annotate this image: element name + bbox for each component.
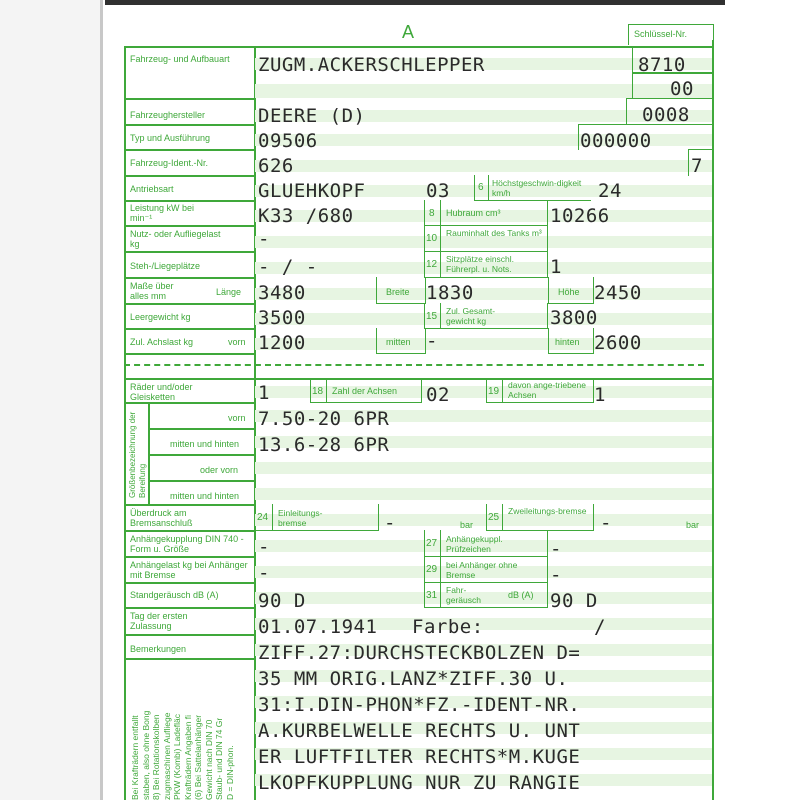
value-axle-count: 02 bbox=[426, 384, 450, 406]
row-rule bbox=[148, 480, 255, 482]
value-power: K33 /680 bbox=[258, 205, 354, 227]
value-brake-single: - bbox=[384, 512, 396, 534]
footnote-line: (6) Bei Sattelanhänger bbox=[193, 714, 203, 800]
row-rule bbox=[124, 98, 255, 100]
footnote-line: 8) Bei Rotationskolben bbox=[151, 714, 161, 800]
box-6-label: Höchstgeschwin-digkeit km/h bbox=[492, 178, 582, 198]
value-height: 2450 bbox=[594, 282, 642, 304]
value-brake-dual: - bbox=[600, 512, 612, 534]
label-tire-or-front: oder vorn bbox=[200, 465, 239, 475]
dashed-separator bbox=[124, 364, 704, 366]
value-drive-code: 03 bbox=[426, 180, 450, 202]
value-color-label: Farbe: bbox=[412, 616, 484, 638]
value-color: / bbox=[594, 616, 606, 638]
row-rule bbox=[148, 454, 255, 456]
value-remarks-line-5: ER LUFTFILTER RECHTS*M.KUGE bbox=[258, 746, 581, 768]
form-border-left bbox=[100, 0, 103, 800]
box-8-label: Hubraum cm³ bbox=[446, 208, 501, 218]
band-5 bbox=[255, 160, 712, 172]
label-trailer-load: Anhängelast kg bei Anhänger mit Bremse bbox=[130, 560, 248, 580]
value-coupling-test: - bbox=[550, 538, 562, 560]
row-rule bbox=[124, 582, 255, 584]
value-manufacturer: DEERE (D) bbox=[258, 105, 366, 127]
row-rule bbox=[124, 328, 255, 330]
label-tire-front: vorn bbox=[228, 413, 246, 423]
box-19-label: davon ange-triebene Achsen bbox=[508, 380, 586, 400]
value-top-speed: 24 bbox=[598, 180, 622, 202]
bar-unit-1: bar bbox=[460, 520, 474, 530]
row-rule bbox=[124, 556, 255, 558]
row-rule bbox=[124, 530, 255, 532]
value-length: 3480 bbox=[258, 282, 306, 304]
box-19-number: 19 bbox=[488, 386, 500, 397]
label-height: Höhe bbox=[558, 287, 580, 297]
value-width: 1830 bbox=[426, 282, 474, 304]
row-rule bbox=[124, 251, 255, 253]
label-tire-group: Größenbezeichnung der Bereifung bbox=[128, 411, 147, 498]
key-number-label: Schlüssel-Nr. bbox=[634, 29, 688, 39]
box-18-number: 18 bbox=[312, 386, 324, 397]
value-coupling: - bbox=[258, 536, 270, 558]
label-power: Leistung kW bei min⁻¹ bbox=[130, 203, 195, 223]
footnote-line: zugmaschinen Aufliege bbox=[161, 712, 172, 800]
footnotes bbox=[130, 650, 235, 800]
box-29-label: bei Anhänger ohne Bremse bbox=[446, 560, 518, 580]
box-15-number: 15 bbox=[426, 311, 438, 322]
label-length: Länge bbox=[216, 287, 242, 297]
value-wheels: 1 bbox=[258, 382, 270, 404]
box-31-unit: dB (A) bbox=[508, 590, 534, 600]
form-border-inner-left bbox=[124, 46, 126, 800]
label-axle-load: Zul. Achslast kg bbox=[130, 337, 194, 347]
label-noise: Standgeräusch dB (A) bbox=[130, 590, 219, 600]
band-17 bbox=[255, 488, 712, 500]
value-key-type: 000000 bbox=[580, 130, 652, 152]
box-width bbox=[376, 277, 426, 304]
row-rule bbox=[124, 353, 255, 355]
label-empty-weight: Leergewicht kg bbox=[130, 312, 191, 322]
value-seats-driver: 1 bbox=[550, 256, 562, 278]
row-rule bbox=[124, 607, 255, 609]
row-rule bbox=[124, 149, 255, 151]
box-18-label: Zahl der Achsen bbox=[332, 386, 398, 396]
footnote-line: Staub- und DIN 74 Gr bbox=[214, 717, 224, 800]
value-type: 09506 bbox=[258, 130, 318, 152]
box-27-label: Anhängekuppl. Prüfzeichen bbox=[446, 534, 503, 554]
label-width: Breite bbox=[386, 287, 410, 297]
value-gross-weight: 3800 bbox=[550, 307, 598, 329]
value-key-body: 00 bbox=[670, 78, 694, 100]
label-first-registration: Tag der ersten Zulassung bbox=[130, 611, 188, 631]
value-trailer-without: - bbox=[550, 564, 562, 586]
value-trailer-load: - bbox=[258, 562, 270, 584]
box-29-number: 29 bbox=[426, 564, 438, 575]
value-tire-front: 7.50-20 6PR bbox=[258, 408, 390, 430]
value-noise: 90 D bbox=[258, 590, 306, 612]
value-vin: 626 bbox=[258, 155, 294, 177]
label-wheels: Räder und/oder Gleisketten bbox=[130, 382, 193, 402]
value-driving-noise: 90 D bbox=[550, 590, 598, 612]
row-rule bbox=[124, 303, 255, 305]
box-rear bbox=[548, 328, 594, 354]
value-key-vehicle-type: 8710 bbox=[638, 54, 686, 76]
bar-unit-2: bar bbox=[686, 520, 700, 530]
value-tire-rear: 13.6-28 6PR bbox=[258, 434, 390, 456]
value-remarks-line-3: 31:I.DIN-PHON*FZ.-IDENT-NR. bbox=[258, 694, 581, 716]
label-manufacturer: Fahrzeughersteller bbox=[130, 110, 206, 120]
footnote-line: Krafträdern Angaben fi bbox=[182, 714, 193, 800]
box-height bbox=[548, 277, 594, 304]
value-payload: - bbox=[258, 228, 270, 250]
box-24-label: Einleitungs-bremse bbox=[278, 508, 323, 528]
row-rule bbox=[124, 200, 255, 202]
label-seats: Steh-/Liegeplätze bbox=[130, 261, 201, 271]
value-displacement: 10266 bbox=[550, 205, 610, 227]
label-axle-rear: hinten bbox=[555, 337, 580, 347]
value-remarks-line-6: LKOPFKUPPLUNG NUR ZU RANGIE bbox=[258, 772, 581, 794]
box-10-number: 10 bbox=[426, 233, 438, 244]
footnote-line: staben, also ohne Bong bbox=[140, 710, 151, 800]
label-coupling: Anhängekupplung DIN 740 -Form u. Größe bbox=[130, 534, 244, 554]
band-16 bbox=[255, 462, 712, 474]
row-rule bbox=[124, 225, 255, 227]
label-tire-or-mid-rear: mitten und hinten bbox=[170, 491, 240, 501]
value-key-manufacturer: 0008 bbox=[642, 104, 690, 126]
box-12-label: Sitzplätze einschl. Führerpl. u. Nots. bbox=[446, 254, 515, 274]
row-rule bbox=[124, 175, 255, 177]
value-remarks-line-2: 35 MM ORIG.LANZ*ZIFF.30 U. bbox=[258, 668, 569, 690]
box-middle bbox=[376, 328, 426, 354]
value-first-registration: 01.07.1941 bbox=[258, 616, 378, 638]
value-axle-front: 1200 bbox=[258, 332, 306, 354]
row-rule bbox=[124, 124, 255, 126]
box-24-number: 24 bbox=[257, 512, 269, 523]
box-25-number: 25 bbox=[488, 512, 500, 523]
value-drive: GLUEHKOPF bbox=[258, 180, 366, 202]
header-rule bbox=[124, 46, 714, 48]
value-driven-axles: 1 bbox=[594, 384, 606, 406]
value-axle-middle: - bbox=[426, 330, 438, 352]
label-drive: Antriebsart bbox=[130, 184, 174, 194]
label-vehicle-type: Fahrzeug- und Aufbauart bbox=[130, 54, 230, 64]
box-31-label: Fahr-geräusch bbox=[446, 585, 481, 605]
top-scan-edge bbox=[105, 0, 725, 5]
value-axle-rear: 2600 bbox=[594, 332, 642, 354]
value-seats: - / - bbox=[258, 256, 318, 278]
value-vehicle-type: ZUGM.ACKERSCHLEPPER bbox=[258, 54, 485, 76]
label-type: Typ und Ausführung bbox=[130, 133, 211, 143]
value-remarks-line-1: ZIFF.27:DURCHSTECKBOLZEN D= bbox=[258, 642, 581, 664]
footnote-line: Gewicht nach DIN 70 bbox=[203, 719, 214, 800]
band-12 bbox=[255, 338, 712, 350]
label-vin: Fahrzeug-Ident.-Nr. bbox=[130, 158, 209, 168]
row-rule bbox=[148, 428, 255, 430]
box-8-number: 8 bbox=[429, 208, 435, 219]
label-remarks: Bemerkungen bbox=[130, 644, 187, 654]
box-6-number: 6 bbox=[478, 182, 484, 193]
box-10-label: Rauminhalt des Tanks m³ bbox=[446, 228, 542, 238]
row-rule bbox=[124, 277, 255, 279]
tire-group-divider bbox=[148, 404, 150, 504]
footnote-line: D = DIN-phon. bbox=[224, 745, 235, 800]
box-27-number: 27 bbox=[426, 538, 438, 549]
value-vin-check: 7 bbox=[691, 155, 703, 177]
value-empty-weight: 3500 bbox=[258, 307, 306, 329]
band-10 bbox=[255, 288, 712, 300]
label-dimensions: Maße über alles mm bbox=[130, 281, 174, 301]
row-rule bbox=[124, 504, 255, 506]
section-letter: A bbox=[402, 22, 415, 42]
label-tire-mid-rear: mitten und hinten bbox=[170, 439, 240, 449]
left-edge bbox=[0, 0, 100, 800]
row-rule bbox=[124, 634, 255, 636]
footnote-line: Bei Krafträdern entfallt bbox=[130, 715, 140, 800]
label-axle-front: vorn bbox=[228, 337, 246, 347]
value-remarks-line-4: A.KURBELWELLE RECHTS U. UNT bbox=[258, 720, 581, 742]
box-25-label: Zweileitungs-bremse bbox=[508, 506, 587, 516]
box-15-label: Zul. Gesamt-gewicht kg bbox=[446, 306, 496, 326]
footnote-line: PKW (Kombi) Ladefläc bbox=[172, 714, 182, 800]
label-axle-middle: mitten bbox=[386, 337, 411, 347]
box-31-number: 31 bbox=[426, 590, 438, 601]
label-payload: Nutz- oder Aufliegelast kg bbox=[130, 229, 221, 249]
label-brake-pressure: Überdruck am Bremsanschluß bbox=[130, 508, 193, 528]
box-12-number: 12 bbox=[426, 259, 438, 270]
